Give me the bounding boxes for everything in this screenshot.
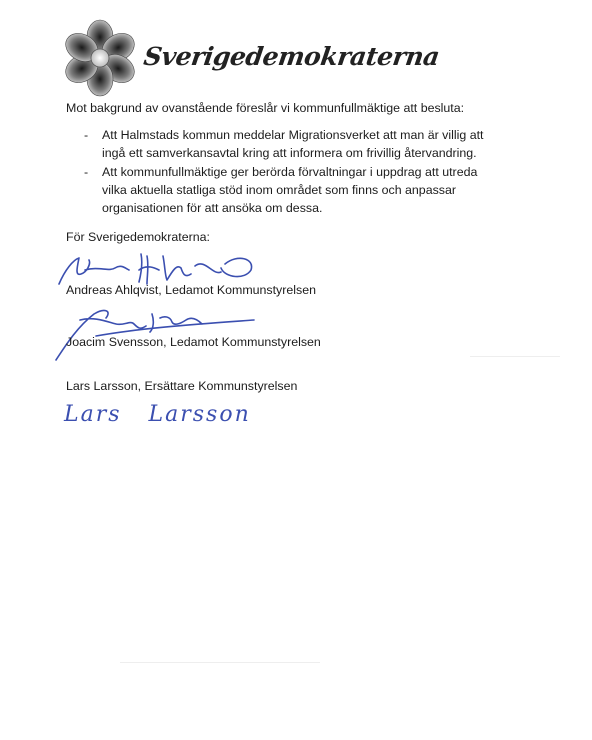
list-item-text: Att kommunfullmäktige ger berörda förvaltningar i uppdrag att utreda vilka aktuella statliga stöd inom området som finns och anpassar organisationen för att ansöka om dessa. [102,164,478,216]
list-marker: - [84,128,89,142]
signatory-name: Lars Larsson, Ersättare Kommunstyrelsen [66,379,298,393]
list-item [66,126,536,163]
party-logo [62,18,442,98]
handwritten-signature: Lars Larsson [64,402,251,427]
list-item-text: Att Halmstads kommun meddelar Migrationsverket att man är villig att ingå ett samverkansavtal kring att informera om frivillig återvandring. [102,128,484,161]
scan-artifact [120,662,320,663]
party-wordmark: Sverigedemokraterna [141,42,442,71]
list-marker: - [84,164,89,179]
signatory-name: Andreas Ahlqvist, Ledamot Kommunstyrelsen [66,283,317,297]
scan-artifact [470,356,560,357]
greeting: För Sverigedemokraterna: [66,230,210,244]
signatory-name: Joacim Svensson, Ledamot Kommunstyrelsen [66,335,321,349]
proposal-list [66,126,536,217]
intro-text: Mot bakgrund av ovanstående föreslår vi kommunfullmäktige att besluta: [66,101,465,115]
list-item [66,163,536,218]
